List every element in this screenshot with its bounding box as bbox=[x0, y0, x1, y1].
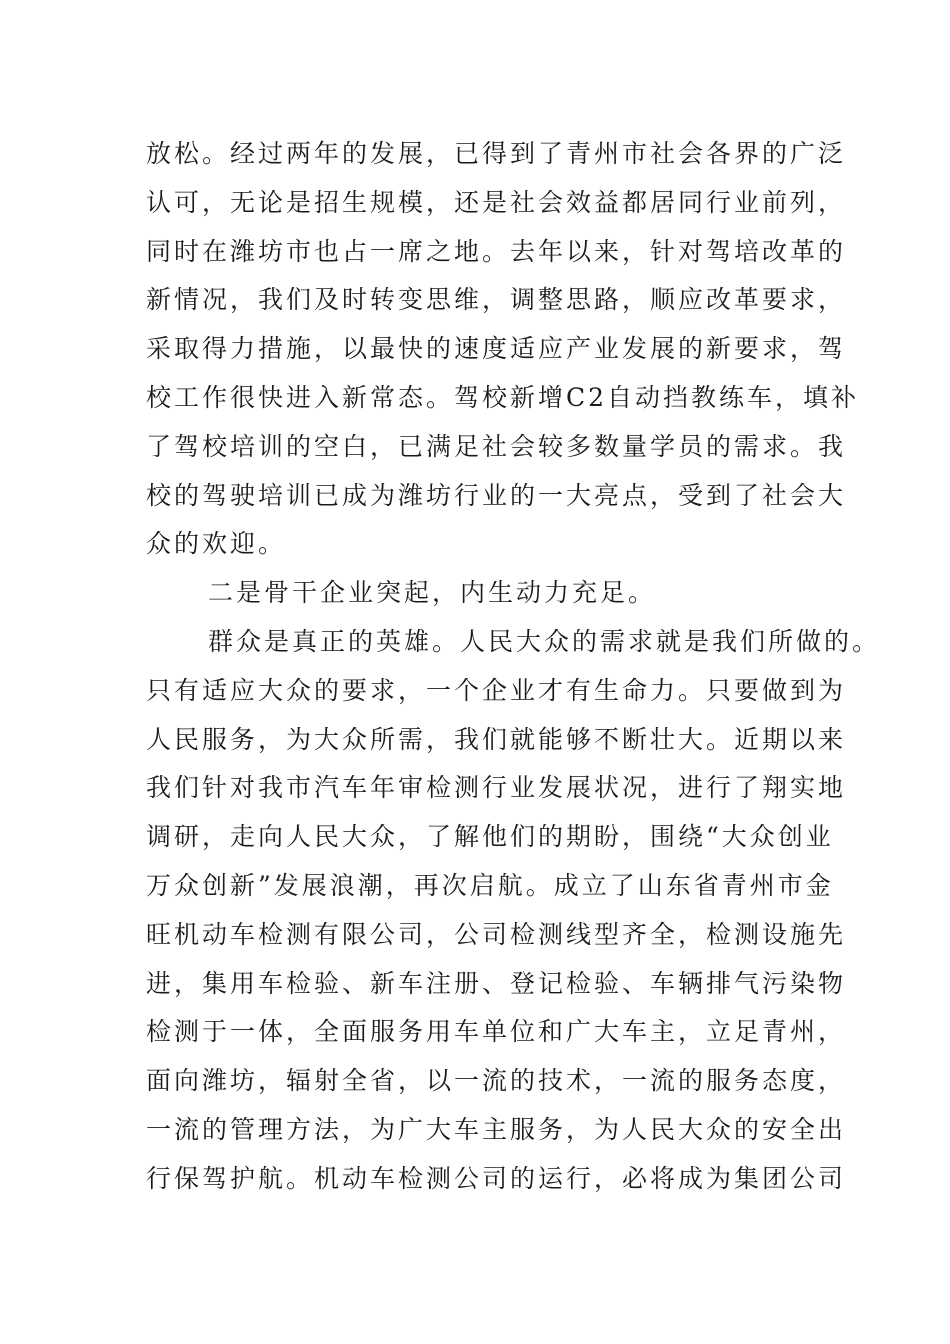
text-line: 采取得力措施，以最快的速度适应产业发展的新要求，驾 bbox=[146, 334, 847, 364]
text-line: 校的驾驶培训已成为潍坊行业的一大亮点，受到了社会大 bbox=[146, 480, 847, 510]
text-line: 只有适应大众的要求，一个企业才有生命力。只要做到为 bbox=[146, 675, 847, 705]
text-line: 放松。经过两年的发展，已得到了青州市社会各界的广泛 bbox=[146, 139, 847, 168]
text-line: 了驾校培训的空白，已满足社会较多数量学员的需求。我 bbox=[146, 431, 847, 461]
text-line: 新情况，我们及时转变思维，调整思路，顺应改革要求， bbox=[146, 285, 847, 315]
text-line: 我们针对我市汽车年审检测行业发展状况，进行了翔实地 bbox=[146, 773, 847, 803]
document-body bbox=[146, 130, 881, 1204]
text-line: 众的欢迎。 bbox=[146, 529, 287, 559]
text-line: 一流的管理方法，为广大车主服务，为人民大众的安全出 bbox=[146, 1114, 847, 1144]
text-line: 面向潍坊，辐射全省，以一流的技术，一流的服务态度， bbox=[146, 1066, 847, 1096]
text-line: 同时在潍坊市也占一席之地。去年以来，针对驾培改革的 bbox=[146, 236, 847, 266]
text-line: 行保驾护航。机动车检测公司的运行，必将成为集团公司 bbox=[146, 1163, 847, 1193]
text-line: 校工作很快进入新常态。驾校新增C2自动挡教练车，填补 bbox=[146, 382, 860, 412]
paragraph-first-line: 群众是真正的英雄。人民大众的需求就是我们所做的。 bbox=[208, 626, 881, 656]
section-heading: 二是骨干企业突起，内生动力充足。 bbox=[208, 578, 657, 608]
text-line: 人民服务，为大众所需，我们就能够不断壮大。近期以来 bbox=[146, 724, 847, 754]
text-line: 调研，走向人民大众，了解他们的期盼，围绕“大众创业 bbox=[146, 822, 834, 852]
text-line: 检测于一体，全面服务用车单位和广大车主，立足青州， bbox=[146, 1017, 847, 1047]
text-line: 万众创新”发展浪潮，再次启航。成立了山东省青州市金 bbox=[146, 870, 834, 900]
text-line: 认可，无论是招生规模，还是社会效益都居同行业前列， bbox=[146, 187, 847, 217]
text-line: 旺机动车检测有限公司，公司检测线型齐全，检测设施先 bbox=[146, 919, 847, 949]
text-line: 进，集用车检验、新车注册、登记检验、车辆排气污染物 bbox=[146, 968, 847, 998]
